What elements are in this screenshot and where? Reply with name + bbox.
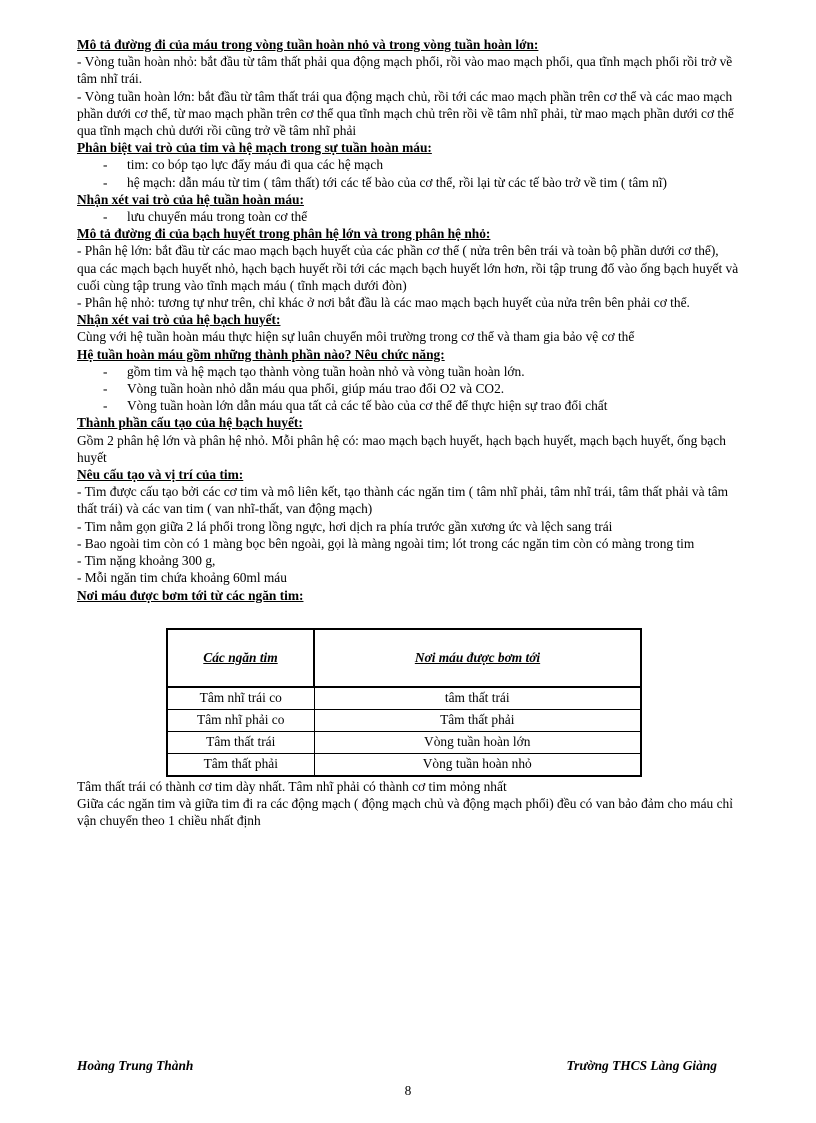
table-row xyxy=(167,709,641,731)
list-item: - hệ mạch: dẫn máu từ tim ( tâm thất) tới các tế bào của cơ thể, rồi lại từ các tế bào trở về tim ( tâm nĩ) xyxy=(77,174,741,191)
note-paragraph: Giữa các ngăn tim và giữa tim đi ra các động mạch ( động mạch chủ và động mạch phổi) đều có van bảo đảm cho máu chỉ vận chuyển theo 1 chiều nhất định xyxy=(77,795,733,829)
table-row xyxy=(167,731,641,753)
table-cell: tâm thất trái xyxy=(314,687,641,710)
footer-author: Hoàng Trung Thành xyxy=(77,1058,194,1073)
section-paragraph: - Vòng tuần hoàn nhỏ: bắt đầu từ tâm thất phải qua động mạch phổi, rồi vào mao mạch phổi, qua tĩnh mạch phổi rồi trở về tâm nhĩ trái. xyxy=(77,54,733,87)
section-paragraph: Cùng với hệ tuần hoàn máu thực hiện sự luân chuyển môi trường trong cơ thể và tham gia bảo vệ cơ thể xyxy=(77,329,635,345)
bullet-list xyxy=(77,363,741,415)
section-heading: Nhận xét vai trò của hệ bạch huyết: xyxy=(77,312,281,328)
table-cell: Tâm nhĩ trái co xyxy=(167,687,314,710)
table-cell: Vòng tuần hoàn lớn xyxy=(314,731,641,753)
table-cell: Tâm thất phải xyxy=(167,753,314,776)
section-paragraph: - Tim được cấu tạo bởi các cơ tim và mô liên kết, tạo thành các ngăn tim ( tâm nhĩ phải, tâm nhĩ trái, tâm thất phải và tâm thất trái) và các van tim ( van nhĩ-thất, van động mạch) xyxy=(77,484,728,517)
bullet-list xyxy=(77,156,741,190)
sections-container xyxy=(77,36,741,604)
section-paragraph: - Mỗi ngăn tim chứa khoảng 60ml máu xyxy=(77,570,287,586)
section-heading: Nêu cấu tạo và vị trí của tim: xyxy=(77,467,244,483)
section-paragraph: - Tim nặng khoảng 300 g, xyxy=(77,553,216,569)
section-paragraph: - Bao ngoài tim còn có 1 màng bọc bên ngoài, gọi là màng ngoài tim; lót trong các ngăn tim còn có màng trong tim xyxy=(77,535,695,551)
table-row xyxy=(167,687,641,710)
table-cell: Tâm thất trái xyxy=(167,731,314,753)
list-item: - lưu chuyển máu trong toàn cơ thể xyxy=(77,208,741,225)
page-number: 8 xyxy=(404,1083,412,1098)
heart-chambers-table xyxy=(166,628,642,777)
section-heading: Nhận xét vai trò của hệ tuần hoàn máu: xyxy=(77,191,304,207)
table-cell: Tâm nhĩ phải co xyxy=(167,709,314,731)
footer-school: Trường THCS Làng Giàng xyxy=(566,1058,717,1073)
table-header-chambers: Các ngăn tim xyxy=(167,629,314,687)
section-heading: Thành phần cấu tạo của hệ bạch huyết: xyxy=(77,415,303,431)
heart-chambers-table-wrap xyxy=(166,628,741,777)
list-item: - tim: co bóp tạo lực đẩy máu đi qua các hệ mạch xyxy=(77,156,741,173)
section-heading: Mô tả đường đi của bạch huyết trong phân hệ lớn và trong phân hệ nhỏ: xyxy=(77,226,491,242)
section-paragraph: Gồm 2 phân hệ lớn và phân hệ nhỏ. Mỗi phân hệ có: mao mạch bạch huyết, hạch bạch huyết, mạch bạch huyết, ống bạch huyết xyxy=(77,432,726,465)
section-paragraph: - Tim nằm gọn giữa 2 lá phổi trong lồng ngực, hơi dịch ra phía trước gần xương ức và lệch sang trái xyxy=(77,518,613,534)
table-header-destination: Nơi máu được bơm tới xyxy=(314,629,641,687)
list-item: - Vòng tuần hoàn lớn dẫn máu qua tất cả các tế bào của cơ thể để thực hiện sự trao đổi chất xyxy=(77,397,741,414)
table-header-row xyxy=(167,629,641,687)
table-cell: Tâm thất phải xyxy=(314,709,641,731)
section-paragraph: - Phân hệ nhỏ: tương tự như trên, chỉ khác ở nơi bắt đầu là các mao mạch bạch huyết của nửa trên bên phải cơ thể. xyxy=(77,295,690,311)
section-heading: Phân biệt vai trò của tim và hệ mạch trong sự tuần hoàn máu: xyxy=(77,140,432,156)
list-item: - Vòng tuần hoàn nhỏ dẫn máu qua phổi, giúp máu trao đổi O2 và CO2. xyxy=(77,380,741,397)
list-item: - gồm tim và hệ mạch tạo thành vòng tuần hoàn nhỏ và vòng tuần hoàn lớn. xyxy=(77,363,741,380)
section-paragraph: - Phân hệ lớn: bắt đầu từ các mao mạch bạch huyết của các phần cơ thể ( nửa trên bên trái và toàn bộ phần dưới cơ thể), qua các mạch bạch huyết nhỏ, hạch bạch huyết rồi tới các mạch bạch huyết lớn hơn, rồi tập trung đổ vào ống bạch huyết và cuối cùng tập trung vào tĩnh mạch máu ( tĩnh mạch dưới đòn) xyxy=(77,243,739,293)
after-table-notes xyxy=(77,778,741,830)
section-heading: Mô tả đường đi của máu trong vòng tuần hoàn nhỏ và trong vòng tuần hoàn lớn: xyxy=(77,37,539,52)
table-cell: Vòng tuần hoàn nhỏ xyxy=(314,753,641,776)
section-heading: Hệ tuần hoàn máu gồm những thành phần nào? Nêu chức năng: xyxy=(77,346,445,362)
section-heading: Nơi máu được bơm tới từ các ngăn tim: xyxy=(77,587,304,603)
note-paragraph: Tâm thất trái có thành cơ tim dày nhất. Tâm nhĩ phải có thành cơ tim mỏng nhất xyxy=(77,778,507,794)
section-paragraph: - Vòng tuần hoàn lớn: bắt đầu từ tâm thất trái qua động mạch chủ, rồi tới các mao mạch phần trên cơ thể và các mao mạch phần dưới cơ thể, từ mao mạch phần trên cơ thể qua tĩnh mạch chủ trên rồi về tâm nhĩ phải, từ mao mạch phần dưới cơ thể qua tĩnh mạch chủ dưới rồi cũng trở về tâm nhĩ phải xyxy=(77,88,734,139)
table-row xyxy=(167,753,641,776)
bullet-list xyxy=(77,208,741,225)
document-body xyxy=(77,36,741,829)
